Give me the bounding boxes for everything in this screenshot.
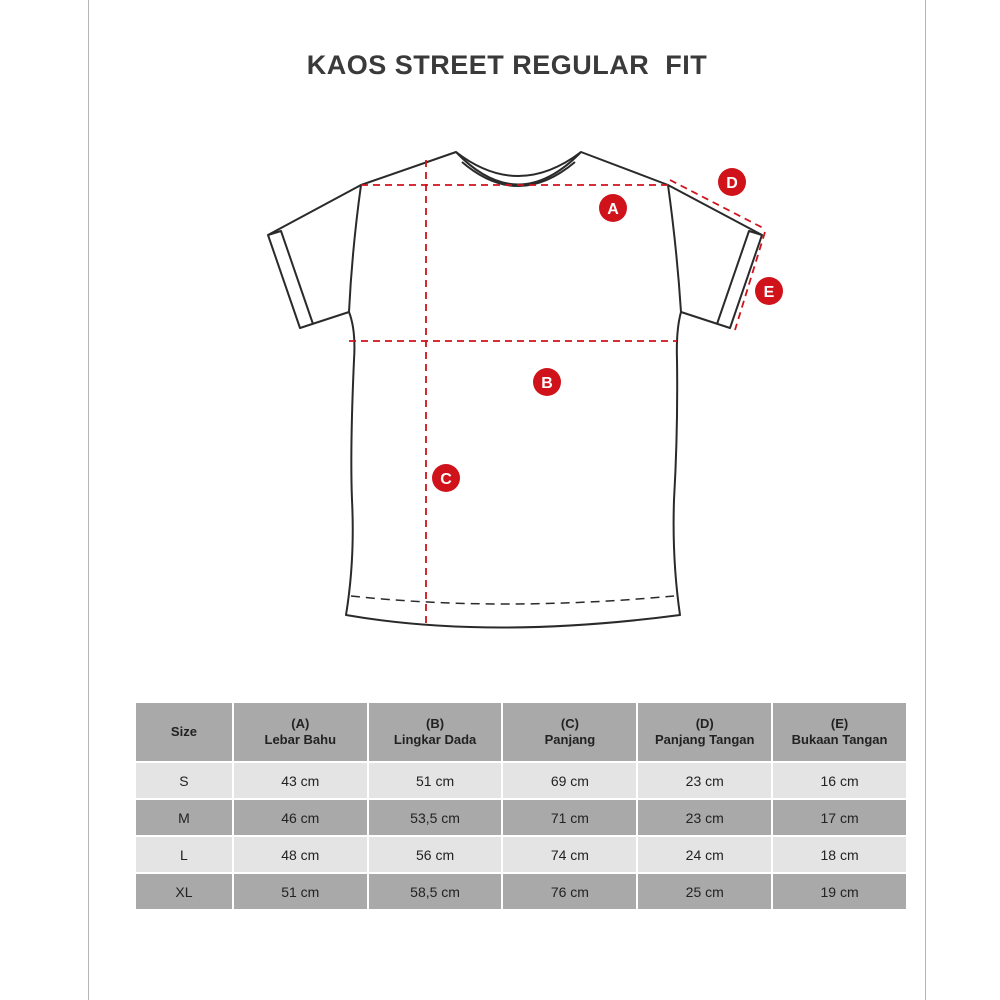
cell-lingkar-dada: 51 cm xyxy=(369,763,502,798)
marker-c xyxy=(432,464,460,492)
svg-text:B: B xyxy=(541,375,553,392)
size-chart-table xyxy=(134,701,908,911)
header-lebar-bahu: (A) Lebar Bahu xyxy=(234,703,367,761)
svg-text:E: E xyxy=(763,284,775,301)
table-row xyxy=(136,837,906,872)
cell-lingkar-dada: 53,5 cm xyxy=(369,800,502,835)
header-panjang-tangan: (D) Panjang Tangan xyxy=(638,703,771,761)
marker-b xyxy=(533,368,561,396)
cell-lingkar-dada: 56 cm xyxy=(369,837,502,872)
tshirt-outline xyxy=(268,152,762,628)
cell-panjang-tangan: 23 cm xyxy=(638,763,771,798)
page-title: KAOS STREET REGULAR FIT xyxy=(306,50,708,80)
cell-bukaan-tangan: 19 cm xyxy=(773,874,906,909)
cell-panjang-tangan: 24 cm xyxy=(638,837,771,872)
table-row xyxy=(136,874,906,909)
table-row xyxy=(136,763,906,798)
header-panjang: (C) Panjang xyxy=(503,703,636,761)
cell-size: XL xyxy=(136,874,232,909)
svg-text:D: D xyxy=(726,175,738,192)
marker-e xyxy=(755,277,783,305)
cell-lingkar-dada: 58,5 cm xyxy=(369,874,502,909)
cell-size: M xyxy=(136,800,232,835)
measurement-guides xyxy=(349,160,765,626)
cell-lebar-bahu: 43 cm xyxy=(234,763,367,798)
marker-a xyxy=(599,194,627,222)
svg-text:A: A xyxy=(607,201,619,218)
cell-panjang: 74 cm xyxy=(503,837,636,872)
cell-size: L xyxy=(136,837,232,872)
table-header-row xyxy=(136,703,906,761)
header-lingkar-dada: (B) Lingkar Dada xyxy=(369,703,502,761)
cell-size: S xyxy=(136,763,232,798)
svg-text:C: C xyxy=(440,471,452,488)
header-bukaan-tangan: (E) Bukaan Tangan xyxy=(773,703,906,761)
header-size: Size xyxy=(136,703,232,761)
cell-panjang: 71 cm xyxy=(503,800,636,835)
cell-bukaan-tangan: 17 cm xyxy=(773,800,906,835)
cell-lebar-bahu: 51 cm xyxy=(234,874,367,909)
cell-bukaan-tangan: 18 cm xyxy=(773,837,906,872)
cell-panjang: 69 cm xyxy=(503,763,636,798)
cell-panjang-tangan: 25 cm xyxy=(638,874,771,909)
cell-bukaan-tangan: 16 cm xyxy=(773,763,906,798)
cell-lebar-bahu: 48 cm xyxy=(234,837,367,872)
table-row xyxy=(136,800,906,835)
cell-panjang: 76 cm xyxy=(503,874,636,909)
marker-d xyxy=(718,168,746,196)
cell-lebar-bahu: 46 cm xyxy=(234,800,367,835)
cell-panjang-tangan: 23 cm xyxy=(638,800,771,835)
guide-d-sleeve-length xyxy=(670,180,765,229)
